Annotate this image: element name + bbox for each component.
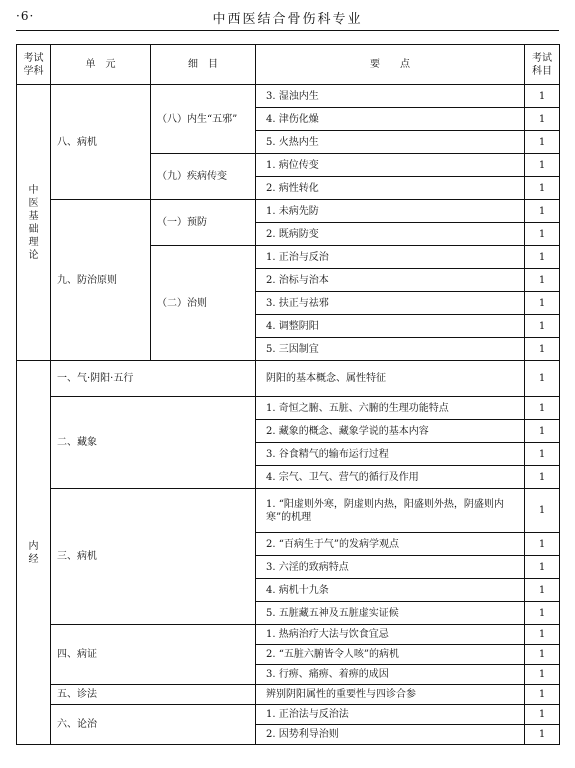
point-cell: 1. 正治法与反治法 bbox=[256, 705, 525, 725]
column-header: 单 元 bbox=[51, 45, 151, 85]
point-cell: 3. 行痹、痛痹、着痹的成因 bbox=[256, 665, 525, 685]
point-cell: 1. 未病先防 bbox=[256, 200, 525, 223]
level-cell: 1 bbox=[525, 85, 560, 108]
level-cell: 1 bbox=[525, 108, 560, 131]
level-cell: 1 bbox=[525, 556, 560, 579]
point-cell: 1. 病位传变 bbox=[256, 154, 525, 177]
page-header bbox=[16, 6, 559, 30]
level-cell: 1 bbox=[525, 223, 560, 246]
point-cell: 3. 谷食精气的输布运行过程 bbox=[256, 443, 525, 466]
level-cell: 1 bbox=[525, 579, 560, 602]
level-cell: 1 bbox=[525, 625, 560, 645]
level-cell: 1 bbox=[525, 705, 560, 725]
table-row bbox=[17, 685, 560, 705]
point-cell: 1. “阳虚则外寒，阴虚则内热，阳盛则外热，阴盛则内寒”的机理 bbox=[256, 489, 525, 533]
point-cell: 3. 扶正与祛邪 bbox=[256, 292, 525, 315]
table-row bbox=[17, 361, 560, 397]
point-cell: 3. 湿浊内生 bbox=[256, 85, 525, 108]
level-cell: 1 bbox=[525, 489, 560, 533]
point-cell: 5. 五脏藏五神及五脏虚实证候 bbox=[256, 602, 525, 625]
point-cell: 4. 病机十九条 bbox=[256, 579, 525, 602]
level-cell: 1 bbox=[525, 315, 560, 338]
point-cell: 2. 治标与治本 bbox=[256, 269, 525, 292]
column-header: 细 目 bbox=[151, 45, 256, 85]
level-cell: 1 bbox=[525, 443, 560, 466]
table-row bbox=[17, 85, 560, 108]
level-cell: 1 bbox=[525, 533, 560, 556]
level-cell: 1 bbox=[525, 292, 560, 315]
point-cell: 1. 正治与反治 bbox=[256, 246, 525, 269]
detail-cell: （九）疾病传变 bbox=[151, 154, 256, 200]
level-cell: 1 bbox=[525, 685, 560, 705]
point-cell: 辨别阴阳属性的重要性与四诊合参 bbox=[256, 685, 525, 705]
table-row bbox=[17, 625, 560, 645]
page-number: ·6· bbox=[16, 9, 35, 23]
column-header: 考试学科 bbox=[17, 45, 51, 85]
level-cell: 1 bbox=[525, 200, 560, 223]
unit-cell: 四、病证 bbox=[51, 625, 256, 685]
point-cell: 2. “百病生于气”的发病学观点 bbox=[256, 533, 525, 556]
point-cell: 4. 调整阴阳 bbox=[256, 315, 525, 338]
table-row bbox=[17, 397, 560, 420]
level-cell: 1 bbox=[525, 246, 560, 269]
level-cell: 1 bbox=[525, 131, 560, 154]
subject-cell: 内经 bbox=[17, 361, 51, 745]
running-title: 中西医结合骨伤科专业 bbox=[212, 12, 363, 27]
table-row bbox=[17, 705, 560, 725]
point-cell: 阴阳的基本概念、属性特征 bbox=[256, 361, 525, 397]
level-cell: 1 bbox=[525, 602, 560, 625]
unit-cell: 八、病机 bbox=[51, 85, 151, 200]
level-cell: 1 bbox=[525, 269, 560, 292]
point-cell: 2. 病性转化 bbox=[256, 177, 525, 200]
table-row bbox=[17, 489, 560, 533]
column-header: 要 点 bbox=[256, 45, 525, 85]
unit-cell: 六、论治 bbox=[51, 705, 256, 745]
point-cell: 4. 津伤化燥 bbox=[256, 108, 525, 131]
level-cell: 1 bbox=[525, 420, 560, 443]
point-cell: 1. 奇恒之腑、五脏、六腑的生理功能特点 bbox=[256, 397, 525, 420]
detail-cell: （二）治则 bbox=[151, 246, 256, 361]
point-cell: 2. 藏象的概念、藏象学说的基本内容 bbox=[256, 420, 525, 443]
point-cell: 5. 火热内生 bbox=[256, 131, 525, 154]
level-cell: 1 bbox=[525, 466, 560, 489]
table-header-row bbox=[17, 45, 560, 85]
level-cell: 1 bbox=[525, 177, 560, 200]
unit-cell: 二、藏象 bbox=[51, 397, 256, 489]
point-cell: 2. 因势利导治则 bbox=[256, 725, 525, 745]
point-cell: 2. 既病防变 bbox=[256, 223, 525, 246]
unit-cell: 五、诊法 bbox=[51, 685, 256, 705]
syllabus-table bbox=[16, 44, 560, 745]
point-cell: 5. 三因制宜 bbox=[256, 338, 525, 361]
level-cell: 1 bbox=[525, 725, 560, 745]
level-cell: 1 bbox=[525, 338, 560, 361]
level-cell: 1 bbox=[525, 645, 560, 665]
unit-cell: 三、病机 bbox=[51, 489, 256, 625]
detail-cell: （一）预防 bbox=[151, 200, 256, 246]
level-cell: 1 bbox=[525, 397, 560, 420]
unit-cell: 一、气·阴阳·五行 bbox=[51, 361, 256, 397]
header-rule bbox=[16, 30, 559, 31]
level-cell: 1 bbox=[525, 361, 560, 397]
point-cell: 3. 六淫的致病特点 bbox=[256, 556, 525, 579]
subject-cell: 中医基础理论 bbox=[17, 85, 51, 361]
table-row bbox=[17, 200, 560, 223]
level-cell: 1 bbox=[525, 665, 560, 685]
unit-cell: 九、防治原则 bbox=[51, 200, 151, 361]
column-header: 考试科目 bbox=[525, 45, 560, 85]
point-cell: 2. “五脏六腑皆令人咳”的病机 bbox=[256, 645, 525, 665]
detail-cell: （八）内生“五邪” bbox=[151, 85, 256, 154]
point-cell: 1. 热病治疗大法与饮食宜忌 bbox=[256, 625, 525, 645]
point-cell: 4. 宗气、卫气、营气的循行及作用 bbox=[256, 466, 525, 489]
level-cell: 1 bbox=[525, 154, 560, 177]
